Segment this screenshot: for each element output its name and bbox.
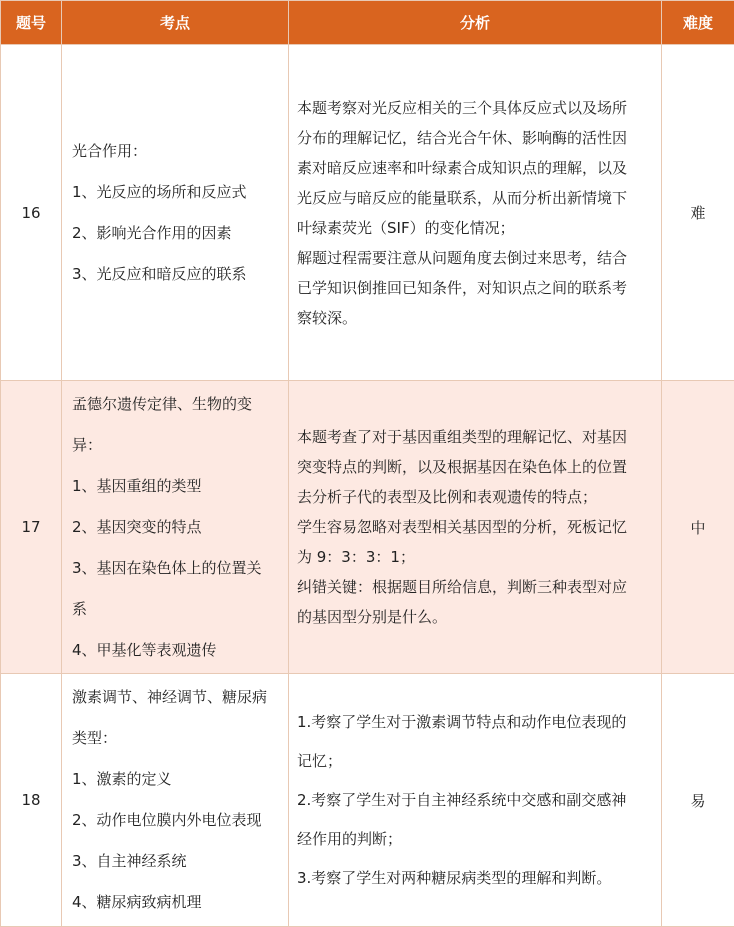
- analysis-line: 分布的理解记忆，结合光合午休、影响酶的活性因: [297, 123, 653, 153]
- header-difficulty: 难度: [662, 1, 734, 45]
- point-line: 3、光反应和暗反应的联系: [72, 254, 278, 295]
- analysis-line: 为 9：3：3：1；: [297, 542, 653, 572]
- analysis-line: 本题考察对光反应相关的三个具体反应式以及场所: [297, 93, 653, 123]
- analysis-line: 的基因型分别是什么。: [297, 602, 653, 632]
- point-line: 2、动作电位膜内外电位表现: [72, 800, 278, 841]
- point-line: 2、基因突变的特点: [72, 507, 278, 548]
- analysis-line: 素对暗反应速率和叶绿素合成知识点的理解，以及: [297, 153, 653, 183]
- question-number: 18: [1, 674, 62, 927]
- analysis-line: 纠错关键：根据题目所给信息，判断三种表型对应: [297, 572, 653, 602]
- analysis-line: 突变特点的判断，以及根据基因在染色体上的位置: [297, 452, 653, 482]
- analysis-line: 察较深。: [297, 303, 653, 333]
- analysis-line: 光反应与暗反应的能量联系，从而分析出新情境下: [297, 183, 653, 213]
- analysis-text: [289, 674, 662, 927]
- point-line: 3、自主神经系统: [72, 841, 278, 882]
- point-line: 类型：: [72, 718, 278, 759]
- point-line: 激素调节、神经调节、糖尿病: [72, 677, 278, 718]
- analysis-text: [289, 45, 662, 381]
- point-line: 1、光反应的场所和反应式: [72, 172, 278, 213]
- analysis-line: 去分析子代的表型及比例和表观遗传的特点；: [297, 482, 653, 512]
- point-line: 3、基因在染色体上的位置关: [72, 548, 278, 589]
- point-line: 2、影响光合作用的因素: [72, 213, 278, 254]
- header-row: [1, 1, 734, 45]
- point-line: 4、甲基化等表观遗传: [72, 630, 278, 671]
- table-row: [1, 45, 734, 381]
- difficulty-level: 难: [662, 45, 734, 381]
- point-line: 4、糖尿病致病机理: [72, 882, 278, 923]
- analysis-text: [289, 381, 662, 674]
- analysis-line: 学生容易忽略对表型相关基因型的分析，死板记忆: [297, 512, 653, 542]
- analysis-line: 本题考查了对于基因重组类型的理解记忆、对基因: [297, 422, 653, 452]
- knowledge-points: [62, 45, 289, 381]
- knowledge-points: [62, 674, 289, 927]
- knowledge-points: [62, 381, 289, 674]
- header-analysis: 分析: [289, 1, 662, 45]
- point-line: 光合作用：: [72, 131, 278, 172]
- point-line: 孟德尔遗传定律、生物的变异：: [72, 384, 278, 466]
- header-number: 题号: [1, 1, 62, 45]
- table-row: [1, 381, 734, 674]
- analysis-line: 记忆；: [297, 742, 653, 781]
- analysis-line: 叶绿素荧光（SIF）的变化情况；: [297, 213, 653, 243]
- difficulty-level: 易: [662, 674, 734, 927]
- point-line: 1、基因重组的类型: [72, 466, 278, 507]
- difficulty-level: 中: [662, 381, 734, 674]
- analysis-line: 1.考察了学生对于激素调节特点和动作电位表现的: [297, 703, 653, 742]
- analysis-line: 已学知识倒推回已知条件，对知识点之间的联系考: [297, 273, 653, 303]
- analysis-line: 经作用的判断；: [297, 820, 653, 859]
- point-line: 1、激素的定义: [72, 759, 278, 800]
- table-row: [1, 674, 734, 927]
- analysis-line: 2.考察了学生对于自主神经系统中交感和副交感神: [297, 781, 653, 820]
- question-number: 17: [1, 381, 62, 674]
- header-points: 考点: [62, 1, 289, 45]
- analysis-line: 解题过程需要注意从问题角度去倒过来思考，结合: [297, 243, 653, 273]
- question-number: 16: [1, 45, 62, 381]
- analysis-line: 3.考察了学生对两种糖尿病类型的理解和判断。: [297, 859, 653, 898]
- point-line: 系: [72, 589, 278, 630]
